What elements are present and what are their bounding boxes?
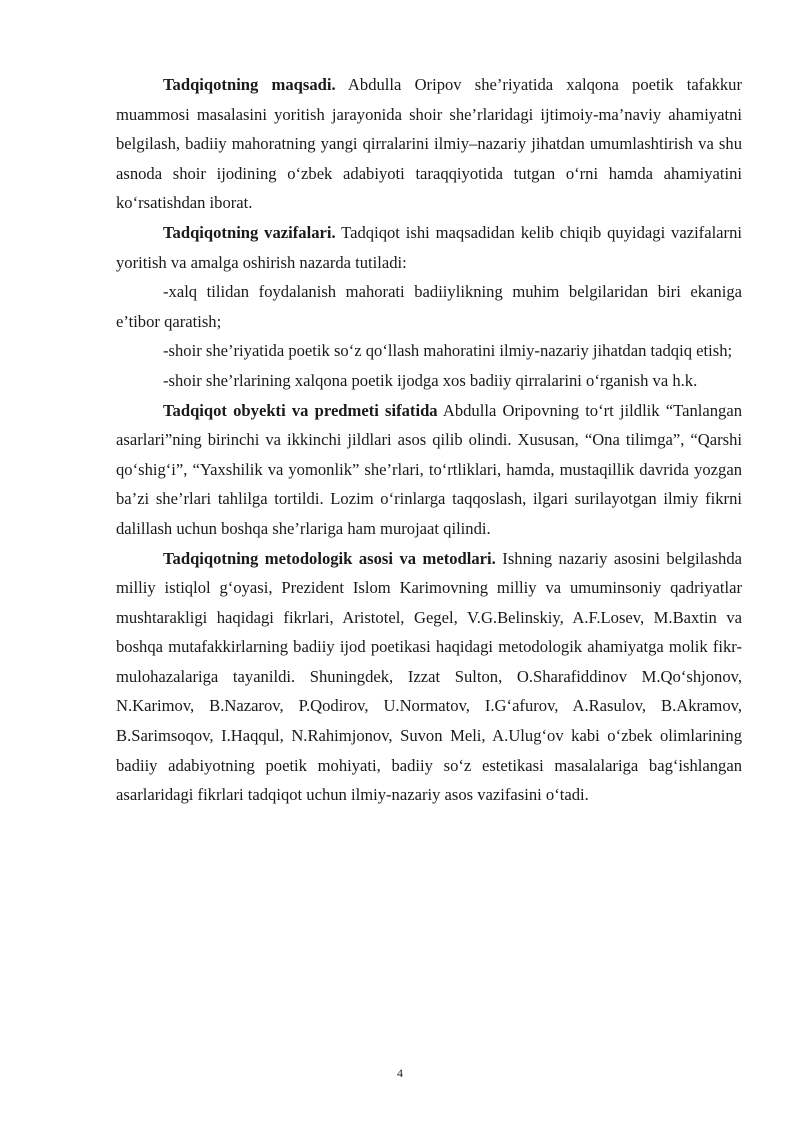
page-number: 4 [397,1066,403,1080]
paragraph-research-goal [116,70,742,218]
list-item-task-1 [116,277,742,336]
heading-research-object: Tadqiqot obyekti va predmeti sifatida [163,400,438,420]
text-methodology: Ishning nazariy asosini belgilashda milliy istiqlol g‘oyasi, Prezident Islom Karimovning milliy va umuminsoniy qadriyatlar mushtarakligi haqidagi fikrlari, Aristotel, Gegel, V.G.Belinskiy, A.F.Losev, M.Baxtin va boshqa mutafakkirlarning badiiy ijod poetikasi haqidagi metodologik ahamiyatga molik fikr-mulohazalariga tayanildi. Shuningdek, Izzat Sulton, O.Sharafiddinov M.Qo‘shjonov, N.Karimov, B.Nazarov, P.Qodirov, U.Normatov, I.G‘afurov, A.Rasulov, B.Akramov, B.Sarimsoqov, I.Haqqul, N.Rahimjonov, Suvon Meli, A.Ulug‘ov kabi o‘zbek olimlarining badiiy adabiyotning poetik mohiyati, badiiy so‘z estetikasi masalalariga bag‘ishlangan asarlaridagi fikrlari tadqiqot uchun ilmiy-nazariy asos vazifasini o‘tadi. [116,548,742,805]
paragraph-research-object [116,396,742,544]
text-research-object: Abdulla Oripovning to‘rt jildlik “Tanlangan asarlari”ning birinchi va ikkinchi jildlari asos qilib olindi. Xususan, “Ona tilimga”, “Qarshi qo‘shig‘i”, “Yaxshilik va yomonlik” she’rlari, to‘rtliklari, hamda, mustaqillik davrida yozgan ba’zi she’rlari tahlilga tortildi. Lozim o‘rinlarga taqqoslash, ilgari surilayotgan ilmiy fikrni dalillash uchun boshqa she’rlariga ham murojaat qilindi. [116,400,742,538]
list-item-task-2 [116,336,742,366]
paragraph-methodology [116,544,742,810]
text-task-1: -xalq tilidan foydalanish mahorati badiiylikning muhim belgilaridan biri ekaniga e’tibor qaratish; [116,282,742,331]
heading-research-goal: Tadqiqotning maqsadi. [163,75,336,94]
text-task-2: -shoir she’riyatida poetik so‘z qo‘llash mahoratini ilmiy-nazariy jihatdan tadqiq etish; [163,341,733,361]
text-research-goal: Abdulla Oripov she’riyatida xalqona poetik tafakkur muammosi masalasini yoritish jarayonida shoir she’rlaridagi ijtimoiy-ma’naviy ahamiyatni belgilash, badiiy mahoratning yangi qirralarini ilmiy–nazariy jihatdan umumlashtirish va shu asnoda shoir ijodining o‘zbek adabiyoti taraqqiyotida tutgan o‘rni hamda ahamiyatini ko‘rsatishdan iborat. [116,75,742,213]
text-research-tasks: Tadqiqot ishi maqsadidan kelib chiqib quyidagi vazifalarni yoritish va amalga oshirish nazarda tutiladi: [116,222,742,272]
document-body [116,70,742,810]
text-task-3: -shoir she’rlarining xalqona poetik ijodga xos badiiy qirralarini o‘rganish va h.k. [163,370,698,390]
heading-research-tasks: Tadqiqotning vazifalari. [163,222,336,242]
list-item-task-3 [116,366,742,396]
paragraph-research-tasks [116,218,742,277]
heading-methodology: Tadqiqotning metodologik asosi va metodlari. [163,548,496,568]
